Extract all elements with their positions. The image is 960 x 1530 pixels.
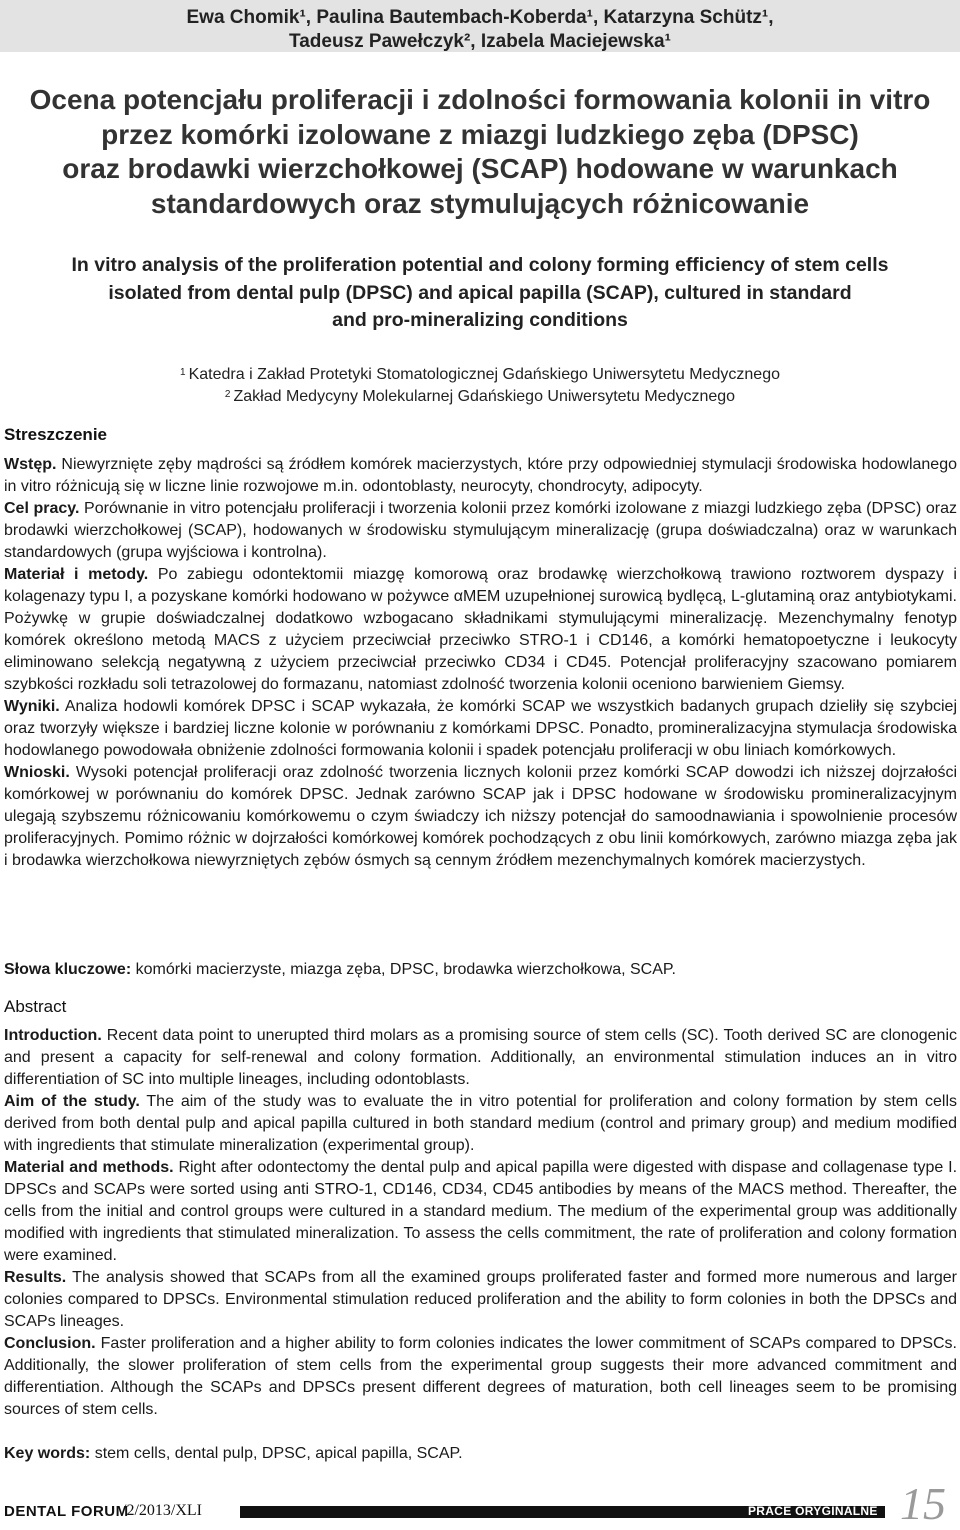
title-english-line: and pro-mineralizing conditions (332, 309, 628, 331)
paragraph-label: Cel pracy. (4, 500, 80, 517)
streszczenie-paragraph (4, 498, 957, 564)
section-label: PRACE ORYGINALNE (748, 1504, 878, 1518)
affiliation-text: Katedra i Zakład Protetyki Stomatologicznej Gdańskiego Uniwersytetu Medycznego (188, 366, 780, 383)
streszczenie-heading: Streszczenie (4, 425, 107, 444)
streszczenie-paragraph (4, 762, 957, 872)
page-number: 15 (900, 1478, 946, 1529)
keywords-line (4, 1443, 957, 1465)
keywords-line (4, 959, 957, 981)
streszczenie-paragraph (4, 564, 957, 696)
abstract-paragraph (4, 1157, 957, 1267)
paragraph-label: Aim of the study. (4, 1093, 140, 1110)
paragraph-text: The analysis showed that SCAPs from all the examined groups proliferated faster and formed more numerous and larger colonies compared to DPSCs. Environmental stimulation reduced proliferation and the ability to form colonies in both the DPSCs and SCAPs lineages. (4, 1269, 957, 1330)
paragraph-label: Results. (4, 1269, 67, 1286)
authors-line-2: Tadeusz Pawełczyk², Izabela Maciejewska¹ (289, 31, 671, 52)
keywords-polish (4, 959, 957, 981)
title-english-line: isolated from dental pulp (DPSC) and apical papilla (SCAP), cultured in standard (108, 281, 852, 304)
streszczenie-paragraph (4, 454, 957, 498)
abstract-paragraph (4, 1333, 957, 1421)
title-english (0, 252, 960, 335)
abstract-body (4, 1025, 957, 1421)
journal-issue: /2/2013/XLI (122, 1502, 202, 1519)
paragraph-text: Analiza hodowli komórek DPSC i SCAP wykazała, że komórki SCAP we wszystkich badanych grupach dzieliły się szybciej oraz tworzyły większe i bardziej liczne kolonie w porównaniu z komórkami DPSC. Ponadto, promineralizacyjna stymulacja środowiska hodowlanego powodowała obniżenie zdolności formowania kolonii i spadek potencjału proliferacji w obu liniach komórkowych. (4, 698, 957, 759)
keywords-label: Słowa kluczowe: (4, 961, 132, 978)
paragraph-label: Material and methods. (4, 1159, 174, 1176)
keywords-text: komórki macierzyste, miazga zęba, DPSC, brodawka wierzchołkowa, SCAP. (131, 961, 676, 978)
paragraph-text: The aim of the study was to evaluate the in vitro potential for proliferation and colony formation by stem cells derived from both dental pulp and apical papilla cultured in both standard medium (control and primary group) and medium modified with ingredients that stimulate mineralization (experimental group). (4, 1093, 957, 1154)
title-english-line: In vitro analysis of the proliferation potential and colony forming efficiency of stem cells (71, 254, 889, 276)
paragraph-label: Wyniki. (4, 698, 60, 715)
abstract-paragraph (4, 1267, 957, 1333)
keywords-label: Key words: (4, 1445, 91, 1462)
title-polish-line: oraz brodawki wierzchołkowej (SCAP) hodowane w warunkach (62, 153, 898, 184)
affiliation-marker: 1 (180, 367, 186, 378)
paragraph-text: Po zabiegu odontektomii miazgę komorową oraz brodawkę wierzchołkową trawiono roztworem dyspazy i kolagenazy typu I, a pozyskane komórki hodowano w pożywce αMEM uzupełnionej surowicą bydlęcą, L-glutaminą oraz antybiotykami. Pożywkę w grupie doświadczalnej dodatkowo wzbogacano składnikami stymulującymi mineralizację. Mezenchymalny fenotyp komórek określono metodą MACS z użyciem przeciwciał przeciwko STRO-1 i CD146, a komórki hematopoetyczne i leukocyty eliminowano selekcją negatywną z użyciem przeciwciał przeciwko CD34 i CD45. Potencjał proliferacyjny szacowano pomiarem szybkości rozkładu soli tetrazolowej do formazanu, natomiast zdolność tworzenia kolonii oceniono barwieniem Giemsy. (4, 566, 957, 693)
keywords-text: stem cells, dental pulp, DPSC, apical papilla, SCAP. (90, 1445, 463, 1462)
title-polish-line: Ocena potencjału proliferacji i zdolności formowania kolonii in vitro (29, 84, 931, 115)
affiliations (0, 364, 960, 408)
paragraph-text: Recent data point to unerupted third molars as a promising source of stem cells (SC). Tooth derived SC are clonogenic and present a capacity for self-renewal and colony formation. Additionally, an environmental stimulation induces an in vitro differentiation of SC into multiple lineages, including odontoblasts. (4, 1027, 957, 1088)
affiliation-marker: 2 (224, 389, 231, 400)
paragraph-text: Wysoki potencjał proliferacji oraz zdolność tworzenia licznych kolonii przez komórki SCAP dowodzi ich niższej dojrzałości komórkowej w porównaniu do komórek DPSC. Jednak zarówno SCAP jak i DPSC hodowane w środowisku promineralizacyjnym ulegają szybszemu różnicowaniu komórkowemu o czym świadczy ich niższy potencjał do samoodnawiania i spowolnienie procesów proliferacyjnych. Pomimo różnic w dojrzałości komórkowej komórek pochodzących z obu linii komórkowych, zarówno miazga zęba jak i brodawka wierzchołkowa niewyrzniętych zębów ósmych są cennym źródłem mezenchymalnych komórek macierzystych. (4, 764, 957, 869)
abstract-heading: Abstract (4, 997, 67, 1016)
paragraph-label: Wnioski. (4, 764, 70, 781)
paragraph-label: Introduction. (4, 1027, 102, 1044)
streszczenie-paragraph (4, 696, 957, 762)
paragraph-label: Wstęp. (4, 456, 57, 473)
paragraph-text: Niewyrznięte zęby mądrości są źródłem komórek macierzystych, które przy odpowiedniej stymulacji środowiska hodowlanego in vitro różnicują się w liczne linie rozwojowe m.in. odontoblasty, neurocyty, chondrocyty, adipocyty. (4, 456, 957, 495)
abstract-paragraph (4, 1025, 957, 1091)
affiliation-1 (0, 364, 960, 386)
paragraph-text: Right after odontectomy the dental pulp and apical papilla were digested with dispase and collagenase type I. DPSCs and SCAPs were sorted using anti STRO-1, CD146, CD34, CD45 antibodies by means of the MACS method. Thereafter, the cells from the initial and control groups were cultured in a standard medium. The medium of the experimental group was additionally modified with ingredients that stimulated mineralization. To assess the cells commitment, the rate of proliferation and colony formation were examined. (4, 1159, 958, 1264)
streszczenie-body (4, 454, 957, 872)
affiliation-text: Zakład Medycyny Molekularnej Gdańskiego Uniwersytetu Medycznego (233, 388, 736, 405)
title-polish (0, 83, 960, 221)
abstract-paragraph (4, 1091, 957, 1157)
keywords-english (4, 1443, 957, 1465)
paragraph-label: Materiał i metody. (4, 566, 149, 583)
authors-line-1: Ewa Chomik¹, Paulina Bautembach-Koberda¹, Katarzyna Schütz¹, (186, 7, 774, 28)
title-polish-line: przez komórki izolowane z miazgi ludzkiego zęba (DPSC) (101, 118, 859, 150)
paragraph-label: Conclusion. (4, 1335, 96, 1352)
title-polish-line: standardowych oraz stymulujących różnicowanie (150, 187, 810, 219)
paragraph-text: Faster proliferation and a higher ability to form colonies indicates the lower commitment of SCAPs compared to DPSCs. Additionally, the slower proliferation of stem cells from the experimental group suggests their more advanced commitment and differentiation. Although the SCAPs and DPSCs present different degrees of maturation, both cell lineages seem to be promising sources of stem cells. (4, 1335, 957, 1418)
authors (0, 6, 960, 54)
journal-name: DENTAL FORUM (4, 1503, 129, 1520)
affiliation-2 (0, 386, 960, 408)
paragraph-text: Porównanie in vitro potencjału proliferacji i tworzenia kolonii przez komórki izolowane z miazgi ludzkiego zęba (DPSC) oraz brodawki wierzchołkowej (SCAP), hodowanych w środowisku stymulującym mineralizację (grupa doświadczalna) oraz w warunkach standardowych (grupa wyjściowa i kontrolna). (4, 500, 958, 561)
